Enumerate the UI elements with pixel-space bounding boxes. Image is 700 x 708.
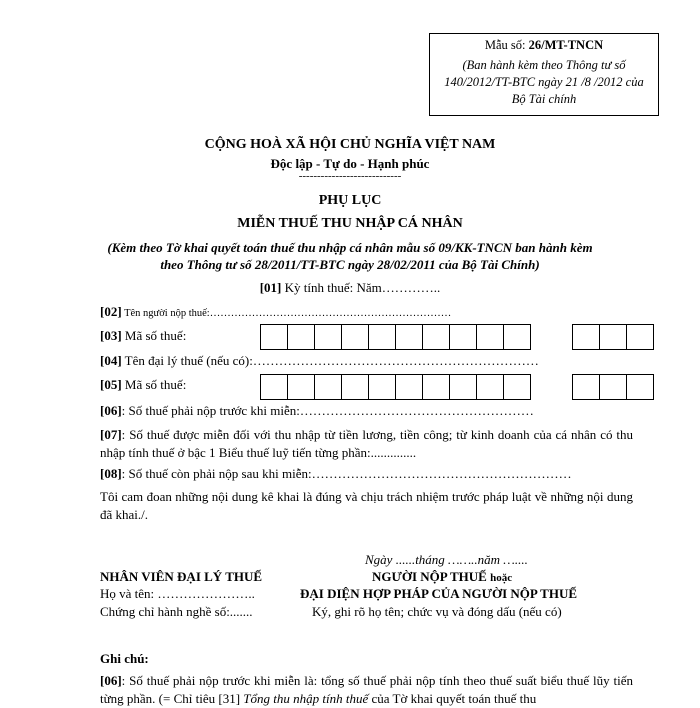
tax-code-cell[interactable] [260,324,288,350]
tax-code-cell[interactable] [368,324,396,350]
commitment-statement: Tôi cam đoan những nội dung kê khai là đúng và chịu trách nhiệm trước pháp luật về những nội dung đã khai./. [100,489,633,522]
appendix-heading: PHỤ LỤC [318,193,382,208]
note-06-text-italic: Tổng thu nhập tính thuế [243,691,369,706]
form-number-label: Mẫu số: [484,38,529,52]
tax-code-cell[interactable] [503,324,531,350]
note-06 [100,672,633,708]
payer-representative: ĐẠI DIỆN HỢP PHÁP CỦA NGƯỜI NỘP THUẾ [300,586,577,601]
tax-code-cell[interactable] [449,324,477,350]
field-05-code: [05] [100,377,122,392]
field-01 [0,280,700,296]
note-06-text-b: của Tờ khai quyết toán thuế thu [368,691,537,706]
form-number-box [429,33,659,116]
tax-code-boxes-main[interactable] [260,324,531,350]
tax-code-cell[interactable] [287,374,315,400]
tax-code-cell[interactable] [626,374,654,400]
field-05-text: Mã số thuế: [121,377,187,392]
tax-code-cell[interactable] [476,374,504,400]
tax-code-cell[interactable] [572,374,600,400]
tax-code-cell[interactable] [341,324,369,350]
field-06-text: : Số thuế phải nộp trước khi miễn:……………………………………………… [121,403,534,418]
field-08-code: [08] [100,466,122,481]
tax-code-cell[interactable] [260,374,288,400]
field-02-code: [02] [100,304,122,319]
field-01-text: Kỳ tính thuế: Năm………….. [281,280,441,295]
header-divider: ---------------------------- [298,170,402,182]
document-subtitle: (Kèm theo Tờ khai quyết toán thuế thu nhập cá nhân mẫu số 09/KK-TNCN ban hành kèm theo Thông tư số 28/2011/TT-BTC ngày 28/02/2011 của Bộ Tài Chính) [107,240,593,272]
payer-title-main: NGƯỜI NỘP THUẾ [372,569,491,584]
agent-title: NHÂN VIÊN ĐẠI LÝ THUẾ [100,569,263,584]
tax-code-cell[interactable] [449,374,477,400]
agent-tax-code-boxes-suffix[interactable] [572,374,654,400]
country-name: CỘNG HOÀ XÃ HỘI CHỦ NGHĨA VIỆT NAM [204,137,496,152]
note-06-code: [06] [100,673,122,688]
form-number-value: 26/MT-TNCN [528,38,604,52]
field-02 [100,304,451,320]
tax-code-cell[interactable] [476,324,504,350]
payer-sign-note: Ký, ghi rõ họ tên; chức vụ và đóng dấu (nếu có) [312,604,562,619]
field-03-code: [03] [100,328,122,343]
field-03-text: Mã số thuế: [121,328,187,343]
tax-code-cell[interactable] [341,374,369,400]
tax-code-cell[interactable] [368,374,396,400]
document-title: MIỄN THUẾ THU NHẬP CÁ NHÂN [237,216,463,231]
tax-code-cell[interactable] [572,324,600,350]
field-03 [100,328,186,344]
tax-code-cell[interactable] [395,374,423,400]
field-08-text: : Số thuế còn phải nộp sau khi miễn:…………………………………………………… [121,466,572,481]
agent-tax-code-boxes-main[interactable] [260,374,531,400]
tax-code-boxes-suffix[interactable] [572,324,654,350]
tax-code-cell[interactable] [314,324,342,350]
tax-code-cell[interactable] [599,374,627,400]
payer-title [372,569,512,585]
date-line: Ngày ......tháng ……..năm ….... [365,552,528,567]
field-07 [100,426,633,462]
notes-heading: Ghi chú: [100,651,149,666]
tax-code-cell[interactable] [503,374,531,400]
field-04-text: Tên đại lý thuế (nếu có):………………………………………………………… [121,353,539,368]
field-02-text: Tên người nộp thuế:…………………………………………………………… [121,308,452,319]
motto: Độc lập - Tự do - Hạnh phúc [270,156,430,171]
tax-code-cell[interactable] [422,324,450,350]
agent-name: Họ và tên: ………………….. [100,586,255,601]
field-06 [100,403,534,419]
payer-title-or: hoặc [490,572,513,584]
tax-code-cell[interactable] [395,324,423,350]
tax-code-cell[interactable] [314,374,342,400]
field-05 [100,377,186,393]
field-04 [100,353,539,369]
tax-code-cell[interactable] [599,324,627,350]
form-issued-by: (Ban hành kèm theo Thông tư số 140/2012/TT-BTC ngày 21 /8 /2012 của Bộ Tài chính [444,58,644,106]
field-01-code: [01] [259,280,282,295]
tax-code-cell[interactable] [422,374,450,400]
field-08 [100,466,572,482]
tax-code-cell[interactable] [287,324,315,350]
field-07-text: : Số thuế được miễn đối với thu nhập từ tiền lương, tiền công; từ kinh doanh của cá nhân có thu nhập tính thuế ở bậc 1 Biểu thuế luỹ tiến từng phần:.............. [100,427,633,460]
field-06-code: [06] [100,403,122,418]
note-06-text-a: : Số thuế phải nộp trước khi miễn là: tổng số thuế phải nộp tính theo thuế suất biểu thuế lũy tiến từng phần. (= Chỉ tiêu [31] [100,673,633,706]
field-07-code: [07] [100,427,122,442]
tax-code-cell[interactable] [626,324,654,350]
agent-certificate: Chứng chỉ hành nghề số:....... [100,604,253,619]
field-04-code: [04] [100,353,122,368]
